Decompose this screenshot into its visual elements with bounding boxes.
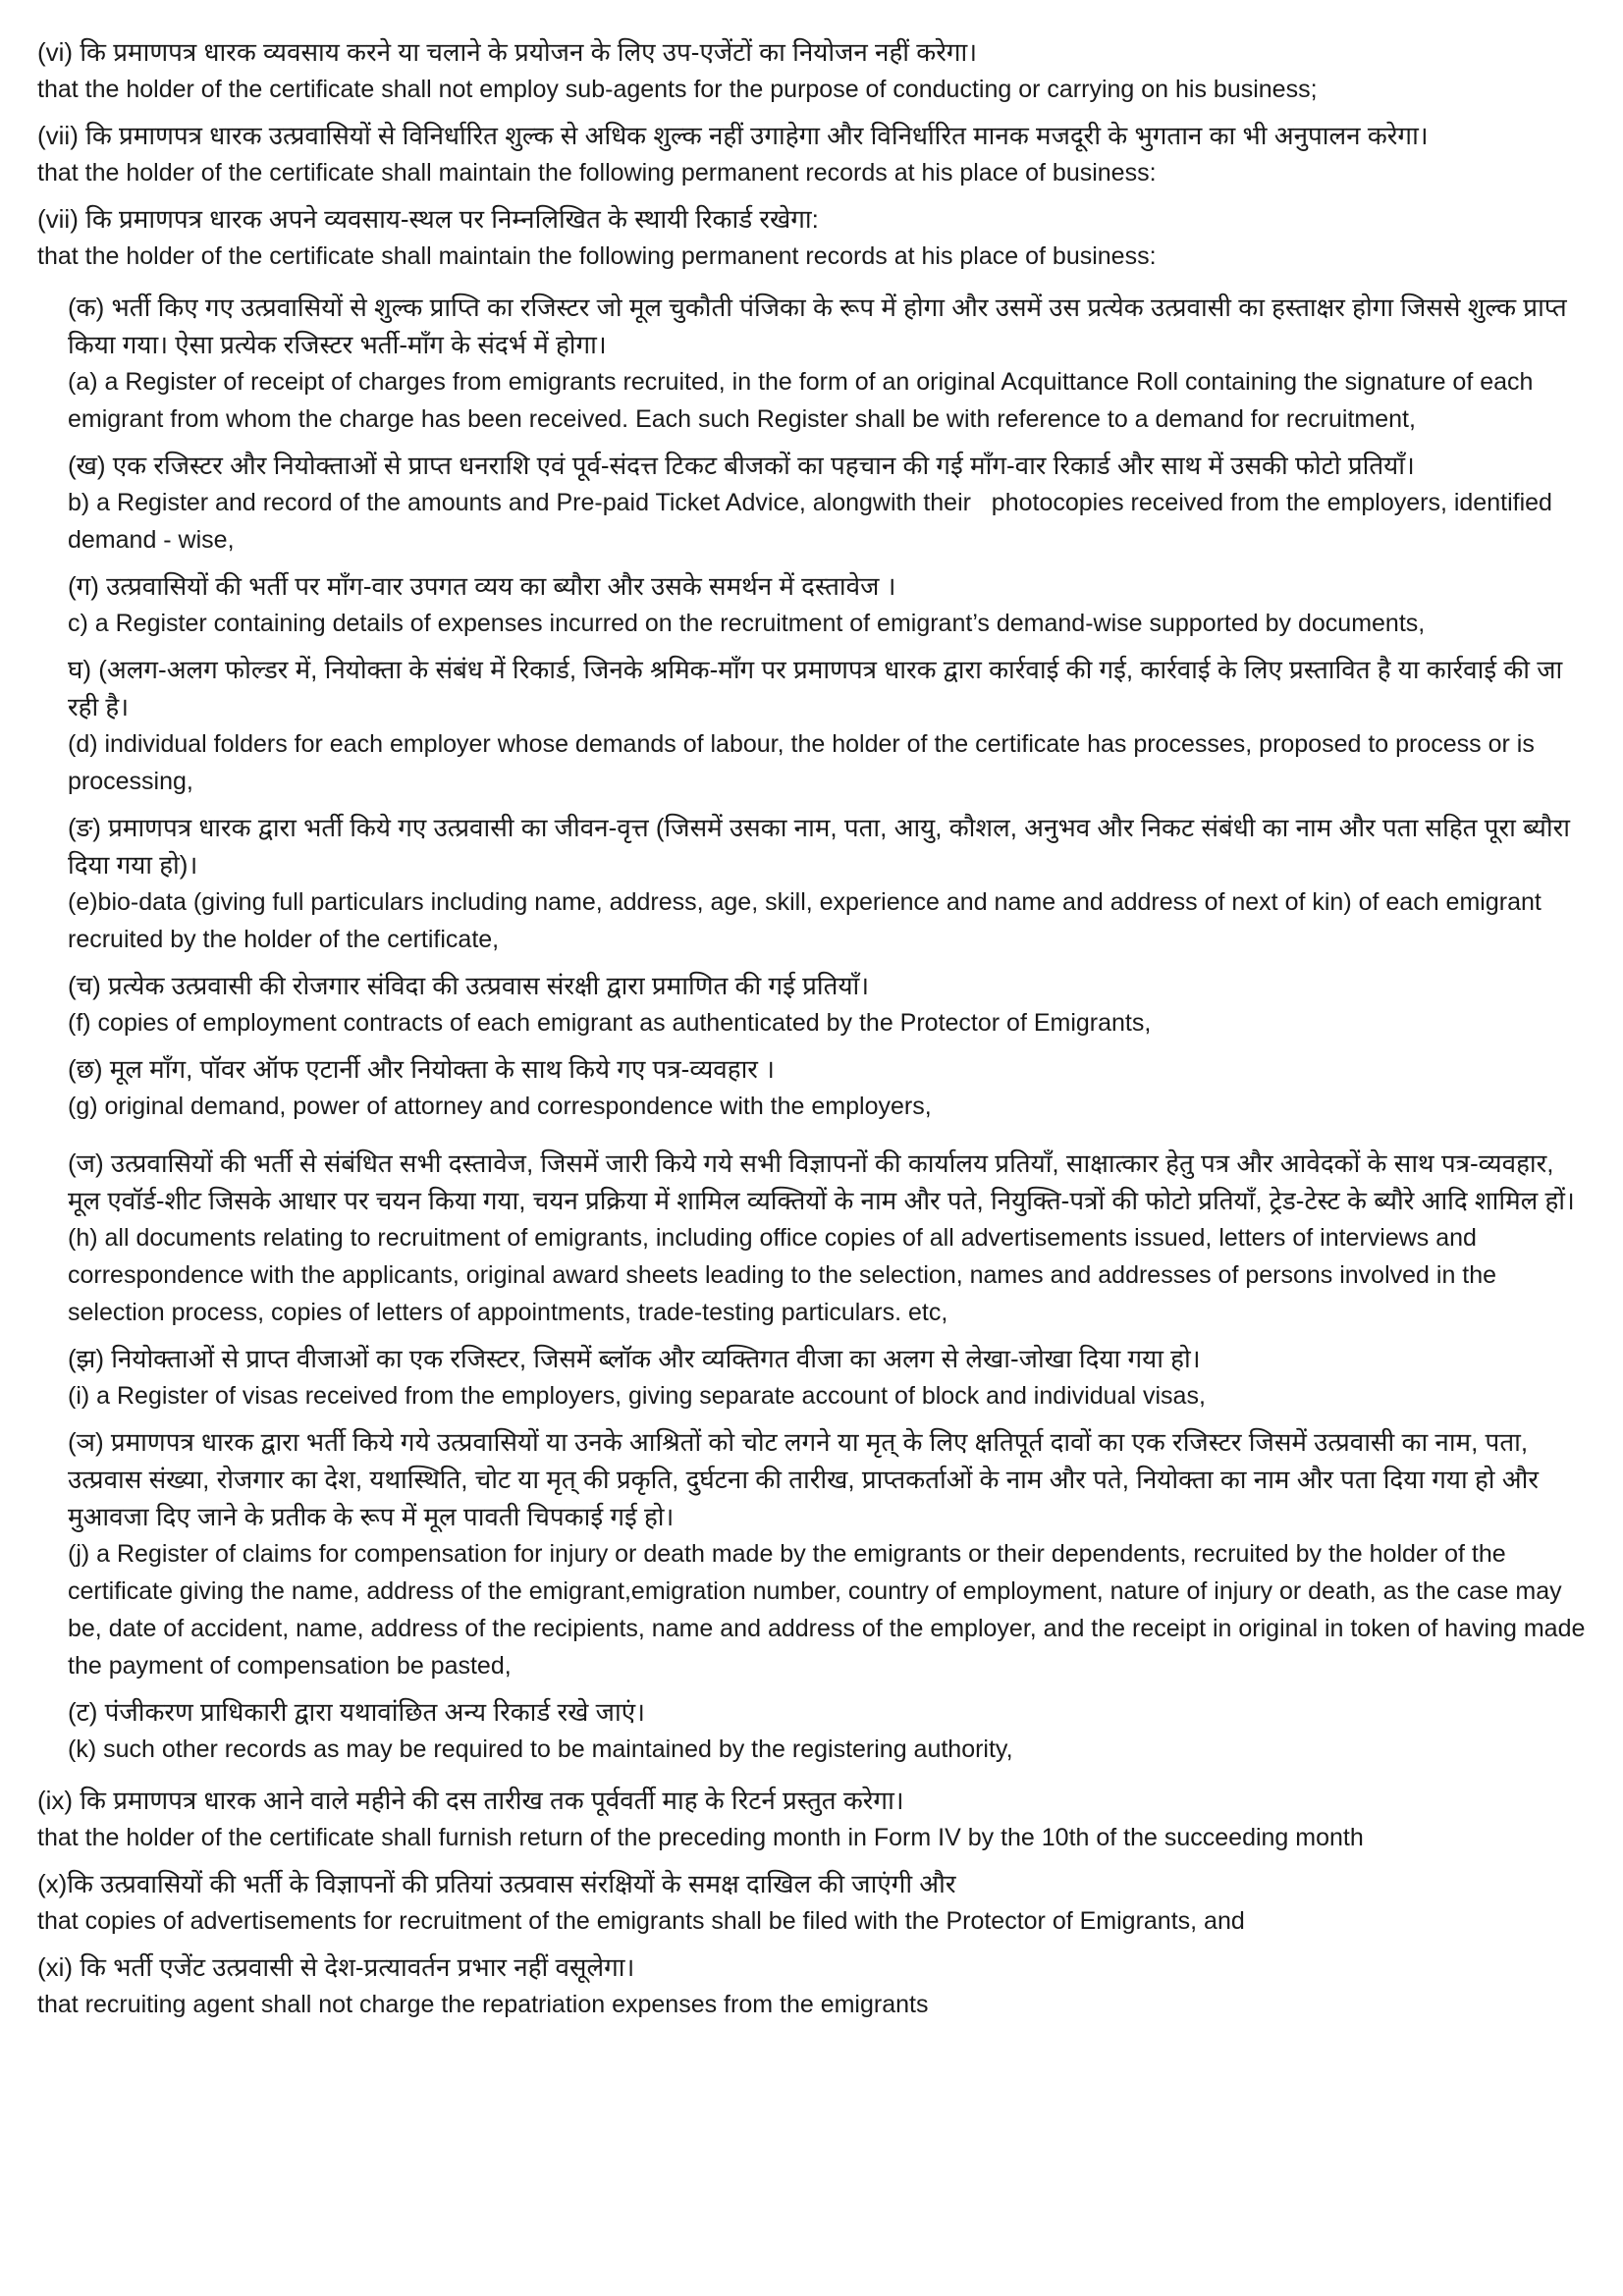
clause-gha-hindi: घ) (अलग-अलग फोल्डर में, नियोक्ता के संबंध में रिकार्ड, जिनके श्रमिक-माँग पर प्रमाणपत्र धारक द्वारा कार्रवाई की गई, कार्रवाई के लिए प्रस्तावित है या कार्रवाई की जा रही है। — [68, 655, 1570, 721]
clause-nga-hindi: (ङ) प्रमाणपत्र धारक द्वारा भर्ती किये गए उत्प्रवासी का जीवन-वृत्त (जिसमें उसका नाम, पता, आयु, कौशल, अनुभव और निकट संबंधी का नाम और पता सहित पूरा ब्यौरा दिया गया हो)। — [68, 813, 1578, 880]
clause-group-ta-k — [68, 1693, 1590, 1768]
clause-a-english: (a) a Register of receipt of charges from emigrants recruited, in the form of an original Acquittance Roll containing the signature of each emigrant from whom the charge has been received. Each such Register shall be with reference to a demand for recruitment, — [68, 368, 1541, 433]
clause-group-xi — [37, 1949, 1590, 2023]
clause-k-english: (k) such other records as may be required to be maintained by the registering authority, — [68, 1735, 1013, 1763]
clause-vii-records-english: that the holder of the certificate shall maintain the following permanent records at his place of business: — [37, 242, 1157, 270]
clause-jha-hindi: (झ) नियोक्ताओं से प्राप्त वीजाओं का एक रजिस्टर, जिसमें ब्लॉक और व्यक्तिगत वीजा का अलग से लेखा-जोखा दिया गया हो। — [68, 1344, 1201, 1373]
clause-group-gha-d — [68, 651, 1590, 800]
clause-ix-english: that the holder of the certificate shall furnish return of the preceding month in Form IV by the 10th of the succeeding month — [37, 1824, 1364, 1851]
clause-nya-hindi: (ञ) प्रमाणपत्र धारक द्वारा भर्ती किये गये उत्प्रवासियों या उनके आश्रितों को चोट लगने या मृत् के लिए क्षतिपूर्त दावों का एक रजिस्टर जिसमें उत्प्रवासी का नाम, पता, उत्प्रवास संख्या, रोजगार का देश, यथास्थिति, चोट या मृत् की प्रकृति, दुर्घटना की तारीख, प्राप्तकर्ताओं के नाम और पते, नियोक्ता का नाम और पता दिया गया हो और मुआवजा दिए जाने के प्रतीक के रूप में मूल पावती चिपकाई गई हो। — [68, 1427, 1546, 1531]
clause-vii-fees-hindi: (vii) कि प्रमाणपत्र धारक उत्प्रवासियों से विनिर्धारित शुल्क से अधिक शुल्क नहीं उगाहेगा और विनिर्धारित मानक मजदूरी के भुगतान का भी अनुपालन करेगा। — [37, 121, 1429, 150]
clause-f-english: (f) copies of employment contracts of each emigrant as authenticated by the Protector of Emigrants, — [68, 1009, 1152, 1037]
clause-i-english: (i) a Register of visas received from the employers, giving separate account of block and individual visas, — [68, 1382, 1206, 1410]
clause-ka-hindi: (क) भर्ती किए गए उत्प्रवासियों से शुल्क प्राप्ति का रजिस्टर जो मूल चुकौती पंजिका के रूप में होगा और उसमें उस प्रत्येक उत्प्रवासी का हस्ताक्षर होगा जिससे शुल्क प्राप्त किया गया। ऐसा प्रत्येक रजिस्टर भर्ती-माँग के संदर्भ में होगा। — [68, 293, 1574, 359]
clause-group-jha-i — [68, 1340, 1590, 1415]
clause-group-vii-fees — [37, 117, 1590, 191]
clause-xi-hindi: (xi) कि भर्ती एजेंट उत्प्रवासी से देश-प्रत्यावर्तन प्रभार नहीं वसूलेगा। — [37, 1952, 635, 1982]
clause-e-english: (e)bio-data (giving full particulars including name, address, age, skill, experience and name and address of next of kin) of each emigrant recruited by the holder of the certificate, — [68, 888, 1548, 953]
clause-group-nga-e — [68, 809, 1590, 958]
clause-ix-hindi: (ix) कि प्रमाणपत्र धारक आने वाले महीने की दस तारीख तक पूर्ववर्ती माह के रिटर्न प्रस्तुत करेगा। — [37, 1786, 904, 1815]
clause-group-cha-f — [68, 967, 1590, 1041]
clause-vii-records-hindi: (vii) कि प्रमाणपत्र धारक अपने व्यवसाय-स्थल पर निम्नलिखित के स्थायी रिकार्ड रखेगा: — [37, 204, 819, 234]
clause-group-ix — [37, 1782, 1590, 1856]
clause-vii-fees-english: that the holder of the certificate shall maintain the following permanent records at his place of business: — [37, 159, 1157, 187]
clause-ta-hindi: (ट) पंजीकरण प्राधिकारी द्वारा यथावांछित अन्य रिकार्ड रखे जाएं। — [68, 1697, 645, 1727]
clause-group-chha-g — [68, 1050, 1590, 1125]
clause-cha-hindi: (च) प्रत्येक उत्प्रवासी की रोजगार संविदा की उत्प्रवास संरक्षी द्वारा प्रमाणित की गई प्रतियाँ। — [68, 971, 870, 1000]
clause-g-english: (g) original demand, power of attorney and correspondence with the employers, — [68, 1093, 932, 1120]
clause-d-english: (d) individual folders for each employer whose demands of labour, the holder of the certificate has processes, proposed to process or is processing, — [68, 730, 1542, 795]
clause-group-vii-records — [37, 200, 1590, 275]
clause-group-ka-a — [68, 289, 1590, 438]
clause-x-hindi: (x)कि उत्प्रवासियों की भर्ती के विज्ञापनों की प्रतियां उत्प्रवास संरक्षियों के समक्ष दाखिल की जाएंगी और — [37, 1869, 956, 1898]
clause-j-english: (j) a Register of claims for compensation for injury or death made by the emigrants or their dependents, recruited by the holder of the certificate giving the name, address of the emigrant,emigration number, country of employment, nature of injury or death, as the case may be, date of accident, name, address of the recipients, name and address of the employer, and the receipt in original in token of having made the payment of compensation be pasted, — [68, 1540, 1593, 1680]
clause-vi-english: that the holder of the certificate shall not employ sub-agents for the purpose of conducting or carrying on his business; — [37, 76, 1318, 103]
clause-group-nya-j — [68, 1423, 1593, 1684]
clause-ga-hindi: (ग) उत्प्रवासियों की भर्ती पर माँग-वार उपगत व्यय का ब्यौरा और उसके समर्थन में दस्तावेज । — [68, 571, 896, 601]
clause-kha-hindi: (ख) एक रजिस्टर और नियोक्ताओं से प्राप्त धनराशि एवं पूर्व-संदत्त टिकट बीजकों का पहचान की गई माँग-वार रिकार्ड और साथ में उसकी फोटो प्रतियाँ। — [68, 451, 1415, 480]
clause-chha-hindi: (छ) मूल माँग, पॉवर ऑफ एटार्नी और नियोक्ता के साथ किये गए पत्र-व्यवहार । — [68, 1054, 776, 1084]
clause-b-english: b) a Register and record of the amounts and Pre-paid Ticket Advice, alongwith their photocopies received from the employers, identified demand - wise, — [68, 489, 1559, 554]
clause-group-vi — [37, 33, 1590, 108]
clause-ja-hindi: (ज) उत्प्रवासियों की भर्ती से संबंधित सभी दस्तावेज, जिसमें जारी किये गये सभी विज्ञापनों की कार्यालय प्रतियाँ, साक्षात्कार हेतु पत्र और आवेदकों के साथ पत्र-व्यवहार, मूल एवॉर्ड-शीट जिसके आधार पर चयन किया गया, चयन प्रक्रिया में शामिल व्यक्तियों के नाम और पते, नियुक्ति-पत्रों की फोटो प्रतियाँ, ट्रेड-टेस्ट के ब्यौरे आदि शामिल हों। — [68, 1148, 1575, 1215]
clause-xi-english: that recruiting agent shall not charge the repatriation expenses from the emigrants — [37, 1991, 929, 2018]
clause-group-kha-b — [68, 447, 1590, 559]
clause-h-english: (h) all documents relating to recruitment of emigrants, including office copies of all advertisements issued, letters of interviews and correspondence with the applicants, original award sheets leading to the selection, names and addresses of persons involved in the selection process, copies of letters of appointments, trade-testing particulars. etc, — [68, 1224, 1504, 1326]
clause-group-ja-h — [68, 1145, 1590, 1331]
clause-group-x — [37, 1865, 1590, 1940]
clause-x-english: that copies of advertisements for recruitment of the emigrants shall be filed with the Protector of Emigrants, and — [37, 1907, 1245, 1935]
clause-vi-hindi: (vi) कि प्रमाणपत्र धारक व्यवसाय करने या चलाने के प्रयोजन के लिए उप-एजेंटों का नियोजन नहीं करेगा। — [37, 37, 978, 67]
clause-group-ga-c — [68, 567, 1590, 642]
clause-c-english: c) a Register containing details of expenses incurred on the recruitment of emigrant’s demand-wise supported by documents, — [68, 610, 1426, 637]
